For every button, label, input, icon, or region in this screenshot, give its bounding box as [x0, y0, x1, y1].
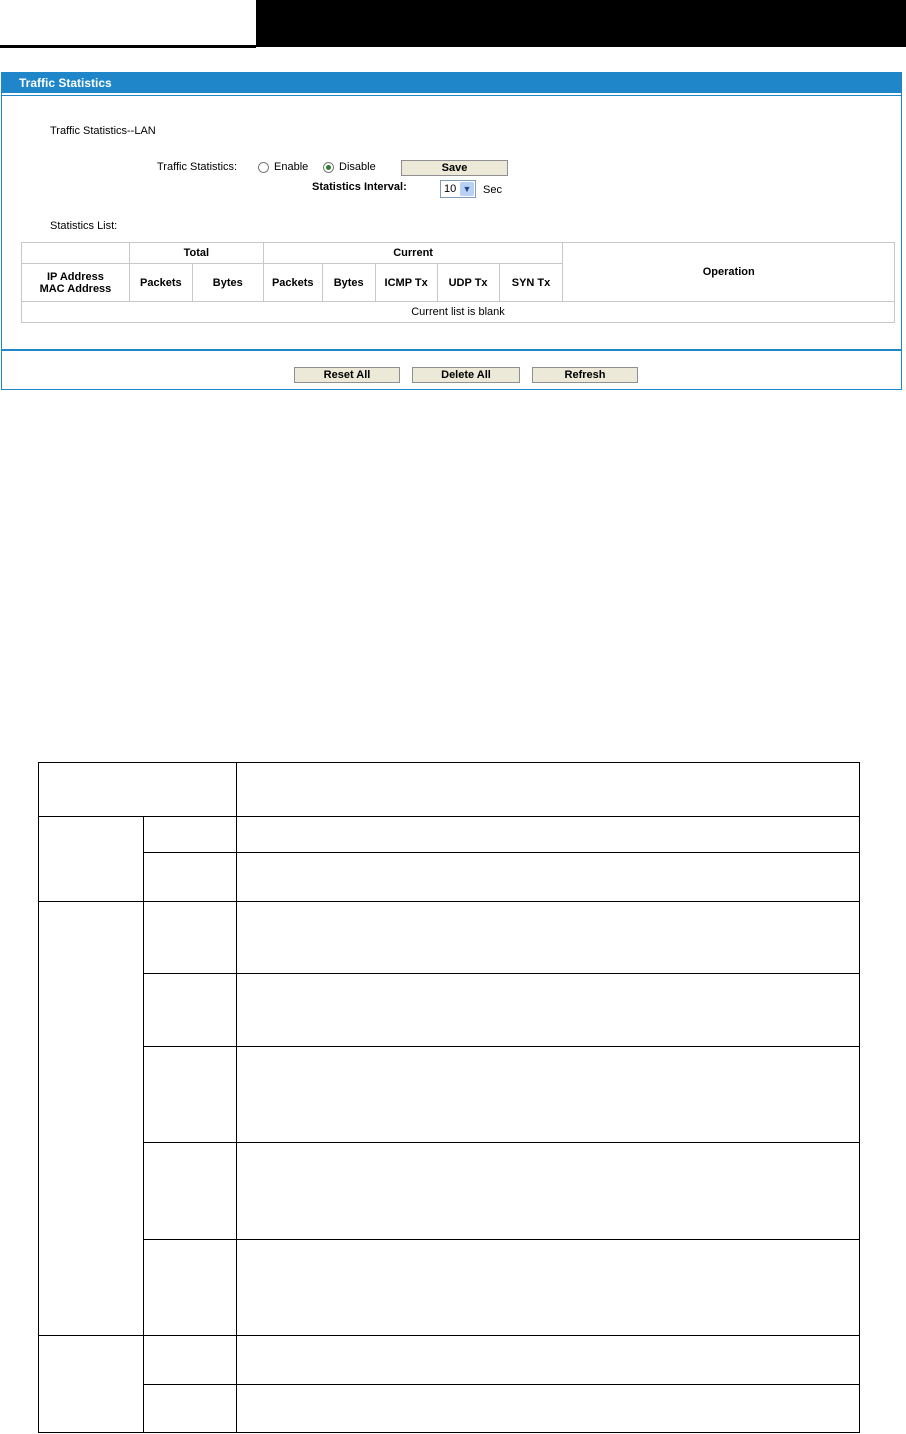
- disable-radio-label: Disable: [339, 161, 376, 173]
- desc-item-cell: [143, 1143, 236, 1240]
- table-group-total: Total: [129, 243, 263, 264]
- desc-text-cell: [236, 1336, 859, 1385]
- table-col-current-bytes: Bytes: [322, 264, 375, 302]
- reset-all-button[interactable]: Reset All: [294, 367, 400, 383]
- desc-text-cell: [236, 1143, 859, 1240]
- page-banner-left: [0, 0, 256, 47]
- desc-item-cell: [143, 1240, 236, 1336]
- table-header-blank: [22, 243, 130, 264]
- statistics-interval-value: 10: [444, 183, 457, 195]
- desc-text-cell: [236, 817, 859, 853]
- desc-item-cell: [143, 902, 236, 974]
- desc-text-cell: [236, 1240, 859, 1336]
- table-empty-message: Current list is blank: [22, 302, 895, 323]
- table-col-address: [22, 264, 130, 302]
- table-col-total-bytes: Bytes: [192, 264, 263, 302]
- desc-group-current: [39, 902, 144, 1336]
- interval-unit-label: Sec: [483, 184, 502, 196]
- panel-footer-divider: [2, 349, 901, 351]
- statistics-interval-select[interactable]: [440, 180, 476, 198]
- table-col-ip: IP Address: [47, 270, 104, 283]
- chevron-down-icon[interactable]: ▼: [460, 182, 474, 196]
- desc-header-item: [39, 763, 237, 817]
- page-banner-rule: [0, 45, 256, 48]
- panel-header-divider: [2, 93, 901, 96]
- enable-radio[interactable]: [258, 162, 269, 173]
- desc-text-cell: [236, 902, 859, 974]
- save-button[interactable]: Save: [401, 160, 508, 176]
- traffic-statistics-label: Traffic Statistics:: [157, 161, 238, 173]
- desc-text-cell: [236, 1047, 859, 1143]
- desc-text-cell: [236, 853, 859, 902]
- description-table: [38, 762, 860, 1433]
- enable-radio-label: Enable: [274, 161, 309, 173]
- desc-item-cell: [143, 1047, 236, 1143]
- desc-item-cell: [143, 1336, 236, 1385]
- table-col-udp: UDP Tx: [437, 264, 499, 302]
- table-col-syn: SYN Tx: [499, 264, 563, 302]
- panel-title: Traffic Statistics: [2, 73, 901, 93]
- desc-item-cell: [143, 1385, 236, 1433]
- statistics-table: [21, 242, 895, 323]
- refresh-button[interactable]: Refresh: [532, 367, 638, 383]
- table-col-current-packets: Packets: [263, 264, 322, 302]
- desc-text-cell: [236, 974, 859, 1047]
- page-banner-bar: [256, 0, 906, 47]
- desc-item-cell: [143, 853, 236, 902]
- table-col-operation: Operation: [563, 243, 895, 302]
- desc-text-cell: [236, 1385, 859, 1433]
- statistics-list-label: Statistics List:: [50, 220, 118, 232]
- desc-header-description: [236, 763, 859, 817]
- section-title: Traffic Statistics--LAN: [50, 125, 156, 137]
- statistics-interval-label: Statistics Interval:: [312, 181, 407, 193]
- desc-item-cell: [143, 974, 236, 1047]
- desc-item-cell: [143, 817, 236, 853]
- disable-radio[interactable]: [323, 162, 334, 173]
- table-col-total-packets: Packets: [129, 264, 192, 302]
- desc-group-operation: [39, 1336, 144, 1433]
- table-group-current: Current: [263, 243, 563, 264]
- table-col-mac: MAC Address: [39, 282, 112, 295]
- table-col-icmp: ICMP Tx: [375, 264, 437, 302]
- desc-group-total: [39, 817, 144, 902]
- traffic-statistics-panel: [1, 72, 902, 390]
- delete-all-button[interactable]: Delete All: [412, 367, 520, 383]
